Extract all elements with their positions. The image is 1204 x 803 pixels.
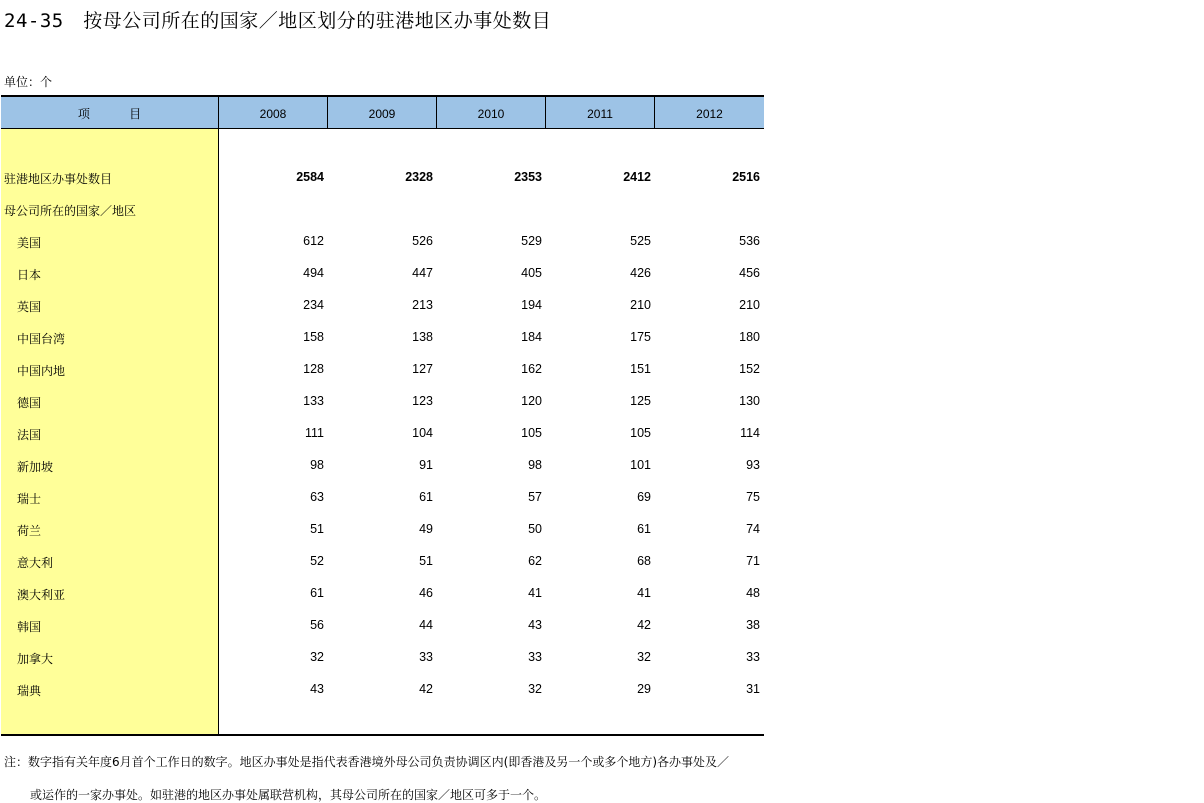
- cell-value: 120: [521, 394, 542, 408]
- row-label: 驻港地区办事处数目: [4, 172, 113, 186]
- cell-value: 63: [310, 490, 324, 504]
- cell-value: 32: [528, 682, 542, 696]
- row-label: 瑞士: [17, 492, 42, 506]
- cell-value: 69: [637, 490, 651, 504]
- cell-value: 51: [419, 554, 433, 568]
- row-label: 瑞典: [17, 684, 42, 698]
- cell-value: 114: [740, 426, 760, 440]
- row-label: 日本: [17, 268, 42, 282]
- table-row: [1, 577, 764, 609]
- cell-value: 98: [528, 458, 542, 472]
- cell-value: 128: [303, 362, 324, 376]
- row-label: 母公司所在的国家／地区: [4, 204, 137, 218]
- header-year-2009: 2009: [328, 97, 437, 128]
- table-row: [1, 449, 764, 481]
- cell-value: 494: [303, 266, 324, 280]
- cell-value: 426: [630, 266, 651, 280]
- cell-value: 46: [419, 586, 433, 600]
- cell-value: 38: [746, 618, 760, 632]
- table-row: [1, 193, 764, 225]
- row-label: 意大利: [17, 556, 54, 570]
- cell-value: 175: [630, 330, 651, 344]
- table-row: [1, 353, 764, 385]
- cell-value: 162: [521, 362, 542, 376]
- cell-value: 104: [412, 426, 433, 440]
- row-label: 荷兰: [17, 524, 42, 538]
- row-label: 韩国: [17, 620, 42, 634]
- cell-value: 62: [528, 554, 542, 568]
- cell-value: 61: [310, 586, 324, 600]
- table-row: [1, 609, 764, 641]
- table-row: [1, 289, 764, 321]
- cell-value: 56: [310, 618, 324, 632]
- cell-value: 2412: [623, 170, 651, 184]
- cell-value: 234: [303, 298, 324, 312]
- cell-value: 536: [739, 234, 760, 248]
- cell-value: 101: [630, 458, 651, 472]
- cell-value: 184: [521, 330, 542, 344]
- unit-label: 单位：个: [4, 75, 53, 89]
- cell-value: 93: [746, 458, 760, 472]
- table-row: [1, 481, 764, 513]
- cell-value: 105: [521, 426, 542, 440]
- cell-value: 526: [412, 234, 433, 248]
- cell-value: 210: [739, 298, 760, 312]
- table-row: [1, 417, 764, 449]
- table-row: [1, 161, 764, 193]
- cell-value: 50: [528, 522, 542, 536]
- cell-value: 111: [304, 426, 324, 440]
- header-year-2008: 2008: [219, 97, 328, 128]
- cell-value: 158: [303, 330, 324, 344]
- cell-value: 33: [746, 650, 760, 664]
- cell-value: 33: [419, 650, 433, 664]
- cell-value: 51: [310, 522, 324, 536]
- cell-value: 41: [528, 586, 542, 600]
- table-row: [1, 673, 764, 705]
- cell-value: 71: [746, 554, 760, 568]
- header-year-2011: 2011: [546, 97, 655, 128]
- cell-value: 138: [412, 330, 433, 344]
- row-label: 新加坡: [17, 460, 54, 474]
- row-label: 英国: [17, 300, 42, 314]
- table-header-row: [1, 95, 764, 129]
- row-label: 澳大利亚: [17, 588, 66, 602]
- cell-value: 52: [310, 554, 324, 568]
- table-row: [1, 385, 764, 417]
- cell-value: 43: [528, 618, 542, 632]
- cell-value: 180: [739, 330, 760, 344]
- header-item: 项 目: [1, 97, 219, 128]
- cell-value: 194: [521, 298, 542, 312]
- cell-value: 75: [746, 490, 760, 504]
- cell-value: 2328: [405, 170, 433, 184]
- table-row: [1, 513, 764, 545]
- table-row: [1, 545, 764, 577]
- cell-value: 61: [637, 522, 651, 536]
- table-row: [1, 257, 764, 289]
- cell-value: 210: [630, 298, 651, 312]
- table-row: [1, 225, 764, 257]
- table-row: [1, 321, 764, 353]
- cell-value: 32: [637, 650, 651, 664]
- cell-value: 41: [637, 586, 651, 600]
- table-row: [1, 641, 764, 673]
- cell-value: 42: [637, 618, 651, 632]
- cell-value: 44: [419, 618, 433, 632]
- cell-value: 49: [419, 522, 433, 536]
- cell-value: 151: [630, 362, 651, 376]
- cell-value: 42: [419, 682, 433, 696]
- cell-value: 2353: [514, 170, 542, 184]
- cell-value: 127: [412, 362, 433, 376]
- row-label: 中国内地: [17, 364, 66, 378]
- cell-value: 29: [637, 682, 651, 696]
- footnote-line-2: 或运作的一家办事处。如驻港的地区办事处属联营机构，其母公司所在的国家／地区可多于一个。: [30, 788, 547, 802]
- cell-value: 525: [630, 234, 651, 248]
- cell-value: 447: [412, 266, 433, 280]
- cell-value: 529: [521, 234, 542, 248]
- row-label: 加拿大: [17, 652, 54, 666]
- data-table: [1, 95, 764, 736]
- cell-value: 456: [739, 266, 760, 280]
- row-label: 美国: [17, 236, 42, 250]
- cell-value: 130: [739, 394, 760, 408]
- cell-value: 32: [310, 650, 324, 664]
- footnote-line-1: 注：数字指有关年度6月首个工作日的数字。地区办事处是指代表香港境外母公司负责协调区内(即香港及另一个或多个地方)各办事处及／: [4, 755, 730, 769]
- cell-value: 133: [303, 394, 324, 408]
- cell-value: 31: [746, 682, 760, 696]
- table-bottom-rule: [1, 734, 764, 736]
- cell-value: 98: [310, 458, 324, 472]
- row-label: 中国台湾: [17, 332, 66, 346]
- table-body: [1, 161, 764, 705]
- cell-value: 57: [528, 490, 542, 504]
- cell-value: 48: [746, 586, 760, 600]
- cell-value: 2516: [732, 170, 760, 184]
- cell-value: 43: [310, 682, 324, 696]
- cell-value: 125: [630, 394, 651, 408]
- cell-value: 213: [412, 298, 433, 312]
- header-year-2010: 2010: [437, 97, 546, 128]
- cell-value: 152: [739, 362, 760, 376]
- cell-value: 68: [637, 554, 651, 568]
- row-label: 德国: [17, 396, 42, 410]
- cell-value: 91: [419, 458, 433, 472]
- table-title: 24-35 按母公司所在的国家／地区划分的驻港地区办事处数目: [4, 10, 552, 32]
- cell-value: 2584: [296, 170, 324, 184]
- cell-value: 123: [412, 394, 433, 408]
- cell-value: 105: [630, 426, 651, 440]
- cell-value: 33: [528, 650, 542, 664]
- cell-value: 612: [303, 234, 324, 248]
- cell-value: 74: [746, 522, 760, 536]
- cell-value: 61: [419, 490, 433, 504]
- cell-value: 405: [521, 266, 542, 280]
- row-label: 法国: [17, 428, 42, 442]
- header-year-2012: 2012: [696, 107, 723, 121]
